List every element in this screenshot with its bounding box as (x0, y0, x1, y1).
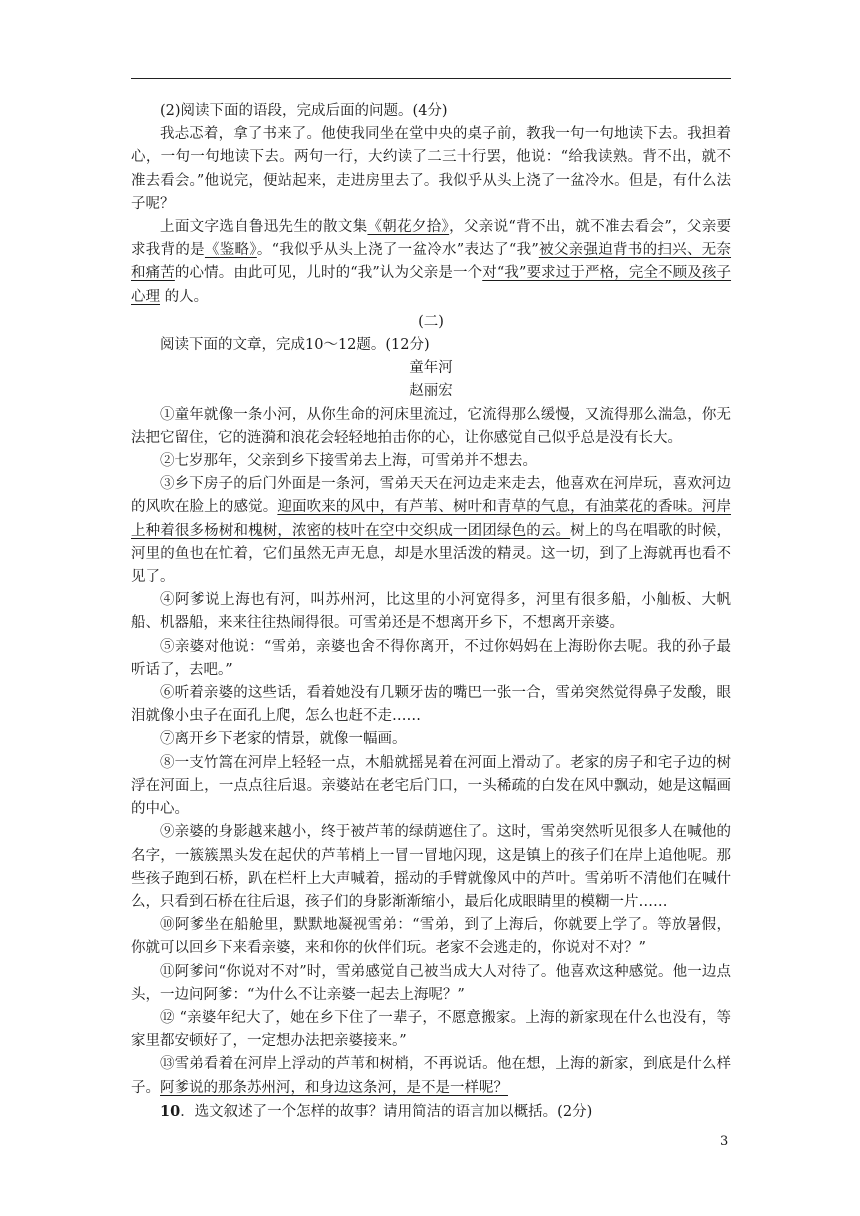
q2-instruction: (2)阅读下面的语段，完成后面的问题。(4分) (160, 103, 448, 119)
paragraph-6: ⑥听着亲婆的这些话，看着她没有几颗牙齿的嘴巴一张一合，雪弟突然觉得鼻子发酸，眼泪就像小虫子在面孔上爬，怎么也赶不走…… (131, 685, 731, 725)
paragraph-2: ②七岁那年，父亲到乡下接雪弟去上海，可雪弟并不想去。 (160, 453, 537, 470)
header-rule (131, 78, 731, 79)
paragraph-9: ⑨亲婆的身影越来越小，终于被芦苇的绿荫遮住了。这时，雪弟突然听见很多人在喊他的名字，一簇簇黑头发在起伏的芦苇梢上一冒一冒地闪现，这是镇上的孩子们在岸上追他呢。那些孩子跑到石桥，趴在栏杆上大声喊着，摇动的手臂就像风中的芦叶。雪弟听不清他们在喊什么，只看到石桥在往后退，孩子们的身影渐渐缩小，最后化成眼睛里的模糊一片…… (131, 824, 731, 910)
paragraph-8: ⑧一支竹篙在河岸上轻轻一点，木船就摇晃着在河面上滑动了。老家的房子和宅子边的树浮在河面上，一点点往后退。亲婆站在老宅后门口，一头稀疏的白发在风中飘动，她是这幅画的中心。 (131, 754, 731, 818)
paragraph-13-text: ⑬雪弟看着在河岸上浮动的芦苇和树梢，不再说话。他在想，上海的新家，到底是什么样子。 (131, 1056, 731, 1096)
paragraph-3-text-end: 树上的鸟在唱歌的时候，河里的鱼也在忙着，它们虽然无声无息，却是水里活泼的精灵。这一切，到了上海就再也看不见了。 (131, 522, 731, 586)
paragraph-3-underlined: 迎面吹来的风中，有芦苇、树叶和青草的气息，有油菜花的香味。河岸上种着很多杨树和槐树，浓密的枝叶在空中交织成一团团绿色的云。 (131, 499, 731, 539)
section-heading: (二) (418, 313, 444, 330)
paragraph-13 (131, 1053, 731, 1099)
paragraph-12: ⑫ “亲婆年纪大了，她在乡下住了一辈子，不愿意搬家。上海的新家现在什么也没有，等家里都安顿好了，一定想办法把亲婆接来。” (131, 1009, 731, 1050)
answer-blank-book: 《朝花夕拾》 (367, 219, 450, 236)
page-number: 3 (720, 1134, 729, 1149)
answer-text-2: ，父亲说“背不出，就不准去看会”，父亲要求我背的是 (131, 219, 732, 259)
question-10-number: 10 (160, 1102, 181, 1120)
answer-blank-father: 对“我”要求过于严格，完全不顾及孩子心理 (131, 265, 732, 305)
answer-text-5: 的人。 (160, 288, 209, 305)
answer-blank-mood: 被父亲强迫背书的扫兴、无奈和痛苦 (131, 242, 732, 282)
question-10-text: ．选文叙述了一个怎样的故事？请用简洁的语言加以概括。(2分) (180, 1103, 593, 1120)
question-10 (131, 1100, 731, 1124)
answer-text-3: 。“我似乎从头上浇了一盆冷水”表达了“我” (256, 242, 539, 259)
paragraph-10: ⑩阿爹坐在船舱里，默默地凝视雪弟：“雪弟，到了上海后，你就要上学了。等放暑假，你就可以回乡下来看亲婆，来和你的伙伴们玩。老家不会逃走的，你说对不对？” (131, 917, 731, 957)
q2-answer (131, 216, 731, 309)
paragraph-1: ①童年就像一条小河，从你生命的河床里流过，它流得那么缓慢，又流得那么湍急，你无法把它留住，它的涟漪和浪花会轻轻地拍击你的心，让你感觉自己似乎总是没有长大。 (131, 406, 731, 446)
article-title: 童年河 (409, 360, 453, 377)
paragraph-3 (131, 473, 731, 589)
answer-blank-text: 《鉴略》 (204, 242, 257, 259)
paragraph-3-text: ③乡下房子的后门外面是一条河，雪弟天天在河边走来走去，他喜欢在河岸玩，喜欢河边的风吹在脸上的感觉。 (131, 476, 731, 516)
paragraph-7: ⑦离开乡下老家的情景，就像一幅画。 (160, 731, 407, 748)
paragraph-5: ⑤亲婆对他说：“雪弟，亲婆也舍不得你离开，不过你妈妈在上海盼你去呢。我的孙子最听话了，去吧。” (131, 638, 731, 678)
paragraph-4: ④阿爹说上海也有河，叫苏州河，比这里的小河宽得多，河里有很多船，小舢板、大帆船、机器船，来来往往热闹得很。可雪弟还是不想离开乡下，不想离开亲婆。 (131, 592, 731, 632)
article-author: 赵丽宏 (409, 383, 453, 400)
answer-text-1: 上面文字选自鲁迅先生的散文集 (160, 219, 368, 236)
paragraph-13-underlined: 阿爹说的那条苏州河，和身边这条河，是不是一样呢？ (160, 1079, 508, 1096)
q2-passage: 我忐忑着，拿了书来了。他使我同坐在堂中央的桌子前，教我一句一句地读下去。我担着心，一句一句地读下去。两句一行，大约读了二三十行罢，他说：“给我读熟。背不出，就不准去看会。”他说完，便站起来，走进房里去了。我似乎从头上浇了一盆冷水。但是，有什么法子呢？ (131, 126, 731, 212)
paragraph-11: ⑪阿爹问“你说对不对”时，雪弟感觉自己被当成大人对待了。他喜欢这种感觉。他一边点头，一边问阿爹：“为什么不让亲婆一起去上海呢？” (131, 963, 731, 1003)
answer-text-4: 的心情。由此可见，儿时的“我”认为父亲是一个 (174, 265, 483, 282)
section-instruction: 阅读下面的文章，完成10～12题。(12分) (160, 337, 430, 354)
page-content (131, 100, 731, 1124)
